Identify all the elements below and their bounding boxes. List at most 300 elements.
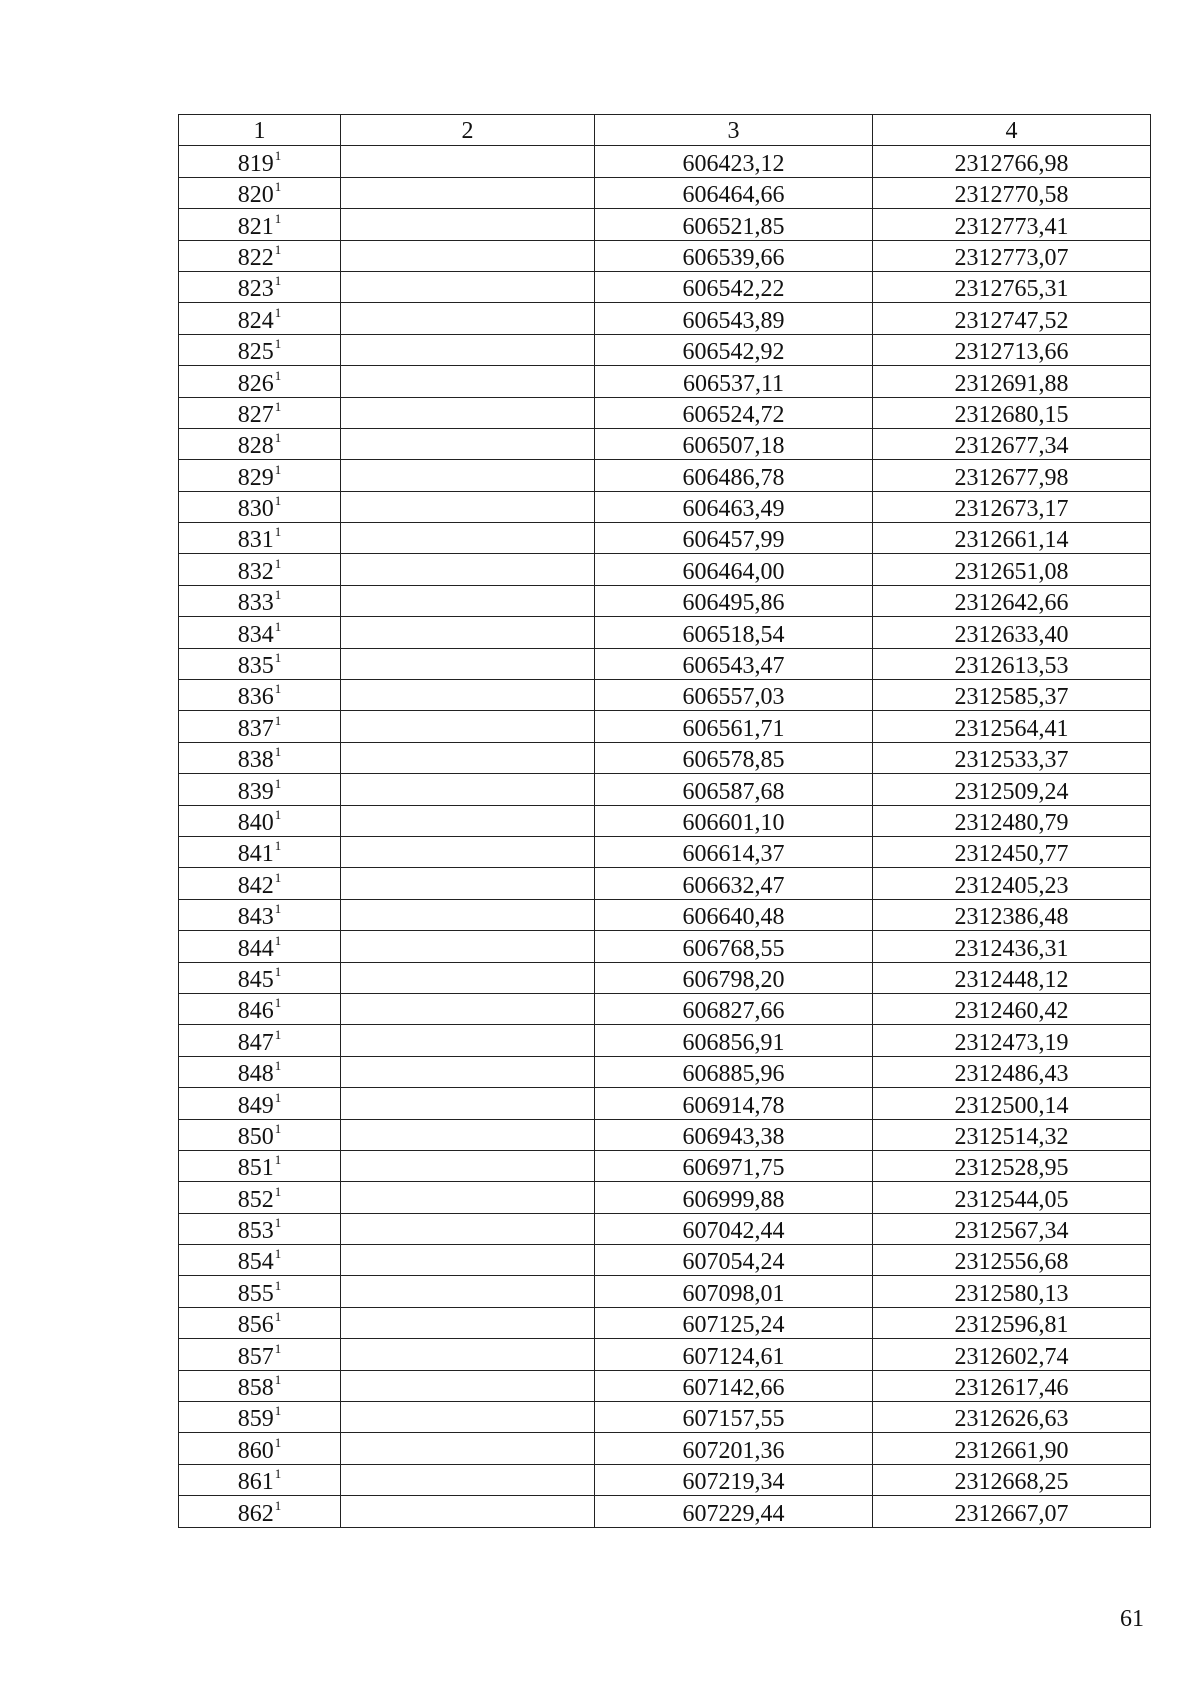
point-superscript: 1: [274, 1246, 282, 1262]
point-number-cell: [179, 177, 341, 208]
point-superscript: 1: [274, 1026, 282, 1042]
y-coordinate-cell: 2312460,42: [873, 993, 1151, 1024]
empty-cell: [341, 523, 595, 554]
point-superscript: 1: [274, 901, 282, 917]
point-number-cell: [179, 366, 341, 397]
x-coordinate-cell: 607157,55: [595, 1402, 873, 1433]
empty-cell: [341, 1025, 595, 1056]
table-row: [179, 554, 1151, 585]
point-superscript: 1: [274, 147, 282, 163]
x-coordinate-cell: 607219,34: [595, 1464, 873, 1495]
y-coordinate-cell: 2312533,37: [873, 742, 1151, 773]
y-coordinate-cell: 2312765,31: [873, 271, 1151, 302]
point-number: 833: [237, 590, 274, 617]
y-coordinate-cell: 2312642,66: [873, 585, 1151, 616]
x-coordinate-cell: 606542,92: [595, 334, 873, 365]
column-header-3: 3: [595, 115, 873, 146]
page-number: 61: [1120, 1606, 1144, 1632]
x-coordinate-cell: 606943,38: [595, 1119, 873, 1150]
table-row: [179, 1464, 1151, 1495]
table-row: [179, 428, 1151, 459]
empty-cell: [341, 1464, 595, 1495]
x-coordinate-cell: 606632,47: [595, 868, 873, 899]
table-row: [179, 1307, 1151, 1338]
y-coordinate-cell: 2312544,05: [873, 1182, 1151, 1213]
point-number-cell: [179, 585, 341, 616]
point-superscript: 1: [274, 1466, 282, 1482]
empty-cell: [341, 1307, 595, 1338]
y-coordinate-cell: 2312773,41: [873, 209, 1151, 240]
point-superscript: 1: [274, 712, 282, 728]
point-superscript: 1: [274, 587, 282, 603]
point-number: 861: [237, 1469, 274, 1496]
point-number: 855: [237, 1280, 274, 1307]
point-number-cell: [179, 648, 341, 679]
point-number-cell: [179, 680, 341, 711]
table-row: [179, 1339, 1151, 1370]
y-coordinate-cell: 2312651,08: [873, 554, 1151, 585]
empty-cell: [341, 836, 595, 867]
point-number-cell: [179, 146, 341, 177]
table-row: [179, 774, 1151, 805]
point-number-cell: [179, 962, 341, 993]
empty-cell: [341, 177, 595, 208]
point-number-cell: [179, 1025, 341, 1056]
point-number: 860: [237, 1437, 274, 1464]
y-coordinate-cell: 2312580,13: [873, 1276, 1151, 1307]
empty-cell: [341, 993, 595, 1024]
table-row: [179, 366, 1151, 397]
y-coordinate-cell: 2312450,77: [873, 836, 1151, 867]
table-row: [179, 617, 1151, 648]
point-number: 823: [237, 276, 274, 303]
point-superscript: 1: [274, 650, 282, 666]
table-row: [179, 303, 1151, 334]
y-coordinate-cell: 2312556,68: [873, 1245, 1151, 1276]
point-superscript: 1: [274, 932, 282, 948]
point-superscript: 1: [274, 995, 282, 1011]
point-number: 848: [237, 1061, 274, 1088]
point-superscript: 1: [274, 336, 282, 352]
empty-cell: [341, 1496, 595, 1527]
point-number: 828: [237, 433, 274, 460]
y-coordinate-cell: 2312448,12: [873, 962, 1151, 993]
point-number-cell: [179, 1213, 341, 1244]
point-number-cell: [179, 460, 341, 491]
point-number: 842: [237, 872, 274, 899]
point-number: 854: [237, 1249, 274, 1276]
x-coordinate-cell: 606587,68: [595, 774, 873, 805]
empty-cell: [341, 1088, 595, 1119]
y-coordinate-cell: 2312668,25: [873, 1464, 1151, 1495]
point-number: 853: [237, 1218, 274, 1245]
point-superscript: 1: [274, 1058, 282, 1074]
point-superscript: 1: [274, 398, 282, 414]
point-number-cell: [179, 240, 341, 271]
point-number-cell: [179, 334, 341, 365]
empty-cell: [341, 711, 595, 742]
y-coordinate-cell: 2312613,53: [873, 648, 1151, 679]
table-row: [179, 523, 1151, 554]
point-number-cell: [179, 1182, 341, 1213]
y-coordinate-cell: 2312677,98: [873, 460, 1151, 491]
x-coordinate-cell: 606464,00: [595, 554, 873, 585]
x-coordinate-cell: 606971,75: [595, 1150, 873, 1181]
y-coordinate-cell: 2312773,07: [873, 240, 1151, 271]
point-superscript: 1: [274, 304, 282, 320]
point-number: 858: [237, 1375, 274, 1402]
point-number-cell: [179, 303, 341, 334]
y-coordinate-cell: 2312617,46: [873, 1370, 1151, 1401]
point-number: 844: [237, 935, 274, 962]
point-superscript: 1: [274, 775, 282, 791]
point-number-cell: [179, 1056, 341, 1087]
x-coordinate-cell: 606486,78: [595, 460, 873, 491]
point-number: 836: [237, 684, 274, 711]
empty-cell: [341, 868, 595, 899]
point-number: 835: [237, 653, 274, 680]
x-coordinate-cell: 606768,55: [595, 931, 873, 962]
point-superscript: 1: [274, 461, 282, 477]
empty-cell: [341, 1150, 595, 1181]
point-number-cell: [179, 1245, 341, 1276]
x-coordinate-cell: 606601,10: [595, 805, 873, 836]
empty-cell: [341, 271, 595, 302]
x-coordinate-cell: 606507,18: [595, 428, 873, 459]
point-number: 845: [237, 966, 274, 993]
y-coordinate-cell: 2312633,40: [873, 617, 1151, 648]
point-number-cell: [179, 1496, 341, 1527]
table-row: [179, 1025, 1151, 1056]
empty-cell: [341, 303, 595, 334]
empty-cell: [341, 680, 595, 711]
y-coordinate-cell: 2312528,95: [873, 1150, 1151, 1181]
table-row: [179, 680, 1151, 711]
point-number-cell: [179, 774, 341, 805]
point-superscript: 1: [274, 681, 282, 697]
point-superscript: 1: [274, 367, 282, 383]
table-row: [179, 1213, 1151, 1244]
table-row: [179, 1150, 1151, 1181]
point-number-cell: [179, 1402, 341, 1433]
point-superscript: 1: [274, 1152, 282, 1168]
x-coordinate-cell: 606524,72: [595, 397, 873, 428]
y-coordinate-cell: 2312567,34: [873, 1213, 1151, 1244]
point-number: 837: [237, 715, 274, 742]
y-coordinate-cell: 2312770,58: [873, 177, 1151, 208]
x-coordinate-cell: 606798,20: [595, 962, 873, 993]
point-number: 838: [237, 747, 274, 774]
point-number: 847: [237, 1029, 274, 1056]
empty-cell: [341, 460, 595, 491]
point-superscript: 1: [274, 555, 282, 571]
point-superscript: 1: [274, 524, 282, 540]
point-superscript: 1: [274, 838, 282, 854]
point-number-cell: [179, 491, 341, 522]
point-number-cell: [179, 993, 341, 1024]
table-row: [179, 899, 1151, 930]
table-row: [179, 460, 1151, 491]
x-coordinate-cell: 606542,22: [595, 271, 873, 302]
x-coordinate-cell: 606856,91: [595, 1025, 873, 1056]
point-number: 831: [237, 527, 274, 554]
empty-cell: [341, 1213, 595, 1244]
empty-cell: [341, 742, 595, 773]
point-number: 852: [237, 1186, 274, 1213]
point-number-cell: [179, 523, 341, 554]
empty-cell: [341, 962, 595, 993]
table-row: [179, 805, 1151, 836]
table-row: [179, 1370, 1151, 1401]
x-coordinate-cell: 607042,44: [595, 1213, 873, 1244]
y-coordinate-cell: 2312514,32: [873, 1119, 1151, 1150]
point-superscript: 1: [274, 1340, 282, 1356]
x-coordinate-cell: 606543,47: [595, 648, 873, 679]
x-coordinate-cell: 606423,12: [595, 146, 873, 177]
header-row: [179, 115, 1151, 146]
x-coordinate-cell: 607054,24: [595, 1245, 873, 1276]
x-coordinate-cell: 606457,99: [595, 523, 873, 554]
point-number: 856: [237, 1312, 274, 1339]
y-coordinate-cell: 2312766,98: [873, 146, 1151, 177]
x-coordinate-cell: 606464,66: [595, 177, 873, 208]
table-row: [179, 491, 1151, 522]
table-body: [179, 146, 1151, 1527]
y-coordinate-cell: 2312386,48: [873, 899, 1151, 930]
empty-cell: [341, 1402, 595, 1433]
table-row: [179, 585, 1151, 616]
table-row: [179, 1276, 1151, 1307]
table-row: [179, 993, 1151, 1024]
table-row: [179, 1402, 1151, 1433]
table-row: [179, 397, 1151, 428]
empty-cell: [341, 617, 595, 648]
table-row: [179, 1245, 1151, 1276]
point-number: 840: [237, 809, 274, 836]
y-coordinate-cell: 2312585,37: [873, 680, 1151, 711]
empty-cell: [341, 554, 595, 585]
y-coordinate-cell: 2312486,43: [873, 1056, 1151, 1087]
empty-cell: [341, 1433, 595, 1464]
x-coordinate-cell: 607142,66: [595, 1370, 873, 1401]
y-coordinate-cell: 2312626,63: [873, 1402, 1151, 1433]
point-number: 862: [237, 1500, 274, 1527]
point-number: 829: [237, 464, 274, 491]
point-number: 849: [237, 1092, 274, 1119]
y-coordinate-cell: 2312436,31: [873, 931, 1151, 962]
empty-cell: [341, 428, 595, 459]
point-superscript: 1: [274, 430, 282, 446]
empty-cell: [341, 491, 595, 522]
point-number-cell: [179, 554, 341, 585]
point-number-cell: [179, 868, 341, 899]
empty-cell: [341, 366, 595, 397]
table-row: [179, 648, 1151, 679]
empty-cell: [341, 774, 595, 805]
point-superscript: 1: [274, 1183, 282, 1199]
point-superscript: 1: [274, 1120, 282, 1136]
x-coordinate-cell: 607124,61: [595, 1339, 873, 1370]
x-coordinate-cell: 606521,85: [595, 209, 873, 240]
table-row: [179, 209, 1151, 240]
empty-cell: [341, 931, 595, 962]
point-superscript: 1: [274, 1089, 282, 1105]
empty-cell: [341, 240, 595, 271]
point-number: 843: [237, 904, 274, 931]
point-superscript: 1: [274, 744, 282, 760]
table-row: [179, 1182, 1151, 1213]
table-row: [179, 240, 1151, 271]
table-header: [179, 115, 1151, 146]
point-superscript: 1: [274, 210, 282, 226]
point-superscript: 1: [274, 618, 282, 634]
point-number-cell: [179, 428, 341, 459]
x-coordinate-cell: 606543,89: [595, 303, 873, 334]
point-number: 822: [237, 244, 274, 271]
point-superscript: 1: [274, 1277, 282, 1293]
point-number-cell: [179, 617, 341, 648]
y-coordinate-cell: 2312713,66: [873, 334, 1151, 365]
point-number-cell: [179, 209, 341, 240]
point-number-cell: [179, 271, 341, 302]
x-coordinate-cell: 606539,66: [595, 240, 873, 271]
table-row: [179, 1119, 1151, 1150]
point-number: 839: [237, 778, 274, 805]
point-number-cell: [179, 1307, 341, 1338]
point-number: 841: [237, 841, 274, 868]
point-number-cell: [179, 836, 341, 867]
empty-cell: [341, 1276, 595, 1307]
y-coordinate-cell: 2312673,17: [873, 491, 1151, 522]
point-number-cell: [179, 899, 341, 930]
point-superscript: 1: [274, 1309, 282, 1325]
point-number-cell: [179, 1150, 341, 1181]
point-number: 825: [237, 339, 274, 366]
y-coordinate-cell: 2312509,24: [873, 774, 1151, 805]
table-row: [179, 836, 1151, 867]
table-row: [179, 334, 1151, 365]
empty-cell: [341, 1370, 595, 1401]
point-number: 832: [237, 558, 274, 585]
y-coordinate-cell: 2312500,14: [873, 1088, 1151, 1119]
point-number-cell: [179, 805, 341, 836]
point-number-cell: [179, 931, 341, 962]
point-number: 820: [237, 182, 274, 209]
point-number: 819: [237, 150, 274, 177]
empty-cell: [341, 1056, 595, 1087]
empty-cell: [341, 397, 595, 428]
point-number: 850: [237, 1123, 274, 1150]
point-number: 851: [237, 1155, 274, 1182]
point-superscript: 1: [274, 806, 282, 822]
point-number: 834: [237, 621, 274, 648]
x-coordinate-cell: 606914,78: [595, 1088, 873, 1119]
table-row: [179, 868, 1151, 899]
point-number-cell: [179, 397, 341, 428]
point-number-cell: [179, 711, 341, 742]
table-row: [179, 1433, 1151, 1464]
empty-cell: [341, 209, 595, 240]
empty-cell: [341, 585, 595, 616]
point-number-cell: [179, 1088, 341, 1119]
y-coordinate-cell: 2312661,14: [873, 523, 1151, 554]
table-row: [179, 1088, 1151, 1119]
table-row: [179, 931, 1151, 962]
empty-cell: [341, 146, 595, 177]
x-coordinate-cell: 607229,44: [595, 1496, 873, 1527]
x-coordinate-cell: 606614,37: [595, 836, 873, 867]
table-row: [179, 146, 1151, 177]
empty-cell: [341, 1119, 595, 1150]
y-coordinate-cell: 2312661,90: [873, 1433, 1151, 1464]
y-coordinate-cell: 2312405,23: [873, 868, 1151, 899]
point-superscript: 1: [274, 493, 282, 509]
point-number: 846: [237, 998, 274, 1025]
y-coordinate-cell: 2312480,79: [873, 805, 1151, 836]
empty-cell: [341, 899, 595, 930]
point-number: 821: [237, 213, 274, 240]
point-superscript: 1: [274, 1403, 282, 1419]
point-number: 830: [237, 496, 274, 523]
x-coordinate-cell: 606463,49: [595, 491, 873, 522]
x-coordinate-cell: 606827,66: [595, 993, 873, 1024]
y-coordinate-cell: 2312473,19: [873, 1025, 1151, 1056]
point-superscript: 1: [274, 1434, 282, 1450]
point-number: 859: [237, 1406, 274, 1433]
point-number: 826: [237, 370, 274, 397]
y-coordinate-cell: 2312602,74: [873, 1339, 1151, 1370]
table-row: [179, 1056, 1151, 1087]
x-coordinate-cell: 606885,96: [595, 1056, 873, 1087]
x-coordinate-cell: 607201,36: [595, 1433, 873, 1464]
column-header-1: 1: [179, 115, 341, 146]
empty-cell: [341, 805, 595, 836]
empty-cell: [341, 1182, 595, 1213]
point-number-cell: [179, 742, 341, 773]
table-row: [179, 711, 1151, 742]
point-number: 857: [237, 1343, 274, 1370]
point-superscript: 1: [274, 1215, 282, 1231]
empty-cell: [341, 1339, 595, 1370]
y-coordinate-cell: 2312680,15: [873, 397, 1151, 428]
x-coordinate-cell: 606537,11: [595, 366, 873, 397]
empty-cell: [341, 648, 595, 679]
y-coordinate-cell: 2312564,41: [873, 711, 1151, 742]
empty-cell: [341, 1245, 595, 1276]
y-coordinate-cell: 2312677,34: [873, 428, 1151, 459]
table-row: [179, 742, 1151, 773]
point-superscript: 1: [274, 869, 282, 885]
point-superscript: 1: [274, 1497, 282, 1513]
point-superscript: 1: [274, 273, 282, 289]
table-row: [179, 271, 1151, 302]
point-superscript: 1: [274, 241, 282, 257]
x-coordinate-cell: 606999,88: [595, 1182, 873, 1213]
y-coordinate-cell: 2312667,07: [873, 1496, 1151, 1527]
table-row: [179, 962, 1151, 993]
x-coordinate-cell: 606495,86: [595, 585, 873, 616]
x-coordinate-cell: 606561,71: [595, 711, 873, 742]
point-number-cell: [179, 1370, 341, 1401]
x-coordinate-cell: 606557,03: [595, 680, 873, 711]
x-coordinate-cell: 606518,54: [595, 617, 873, 648]
x-coordinate-cell: 606640,48: [595, 899, 873, 930]
point-number: 827: [237, 401, 274, 428]
point-number: 824: [237, 307, 274, 334]
point-number-cell: [179, 1276, 341, 1307]
column-header-2: 2: [341, 115, 595, 146]
empty-cell: [341, 334, 595, 365]
